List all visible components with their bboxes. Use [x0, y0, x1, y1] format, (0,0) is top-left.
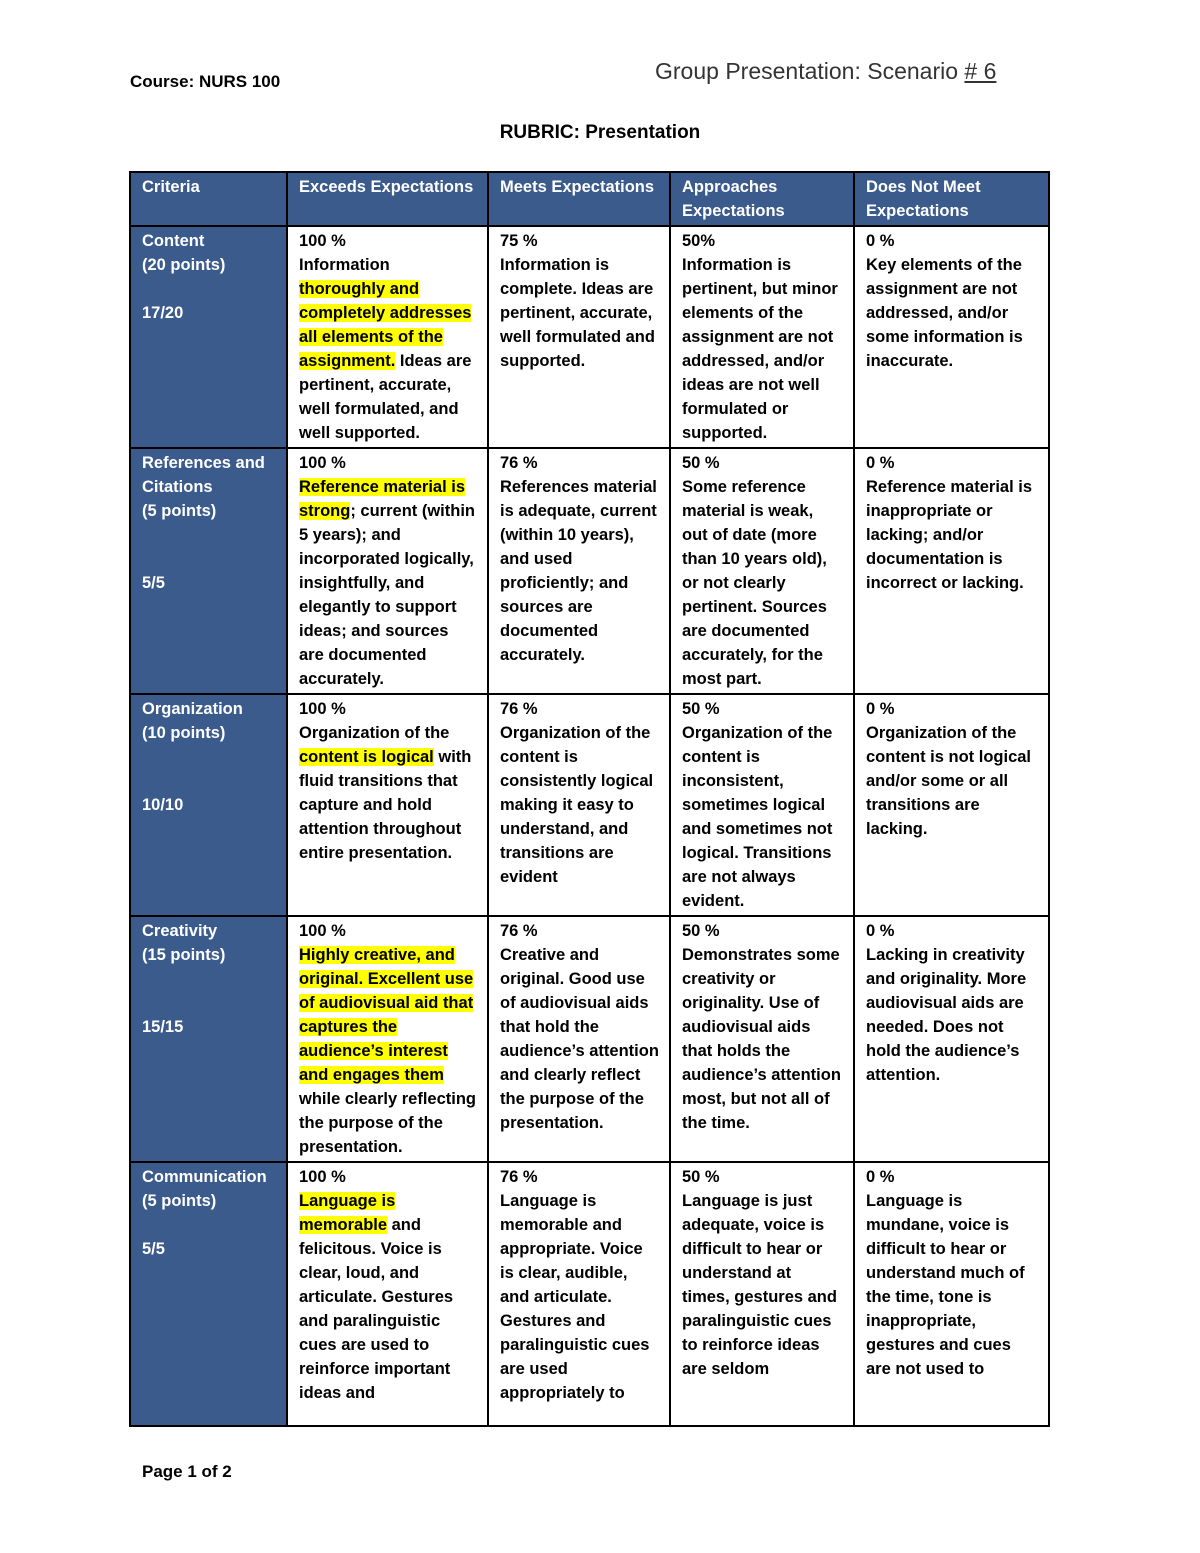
description-text: ; current (within 5 years); and incorporated logically, insightfully, and elegantly to support ideas; and sources are documented accurately. [299, 502, 476, 688]
scenario-heading [655, 58, 996, 85]
description-text: with fluid transitions that capture and hold attention throughout entire presentation. [299, 748, 472, 862]
meets-cell [488, 694, 670, 916]
does-not-meet-cell [854, 226, 1049, 448]
percentage: 50 % [682, 1168, 720, 1186]
criteria-points: (20 points) [142, 256, 226, 274]
col-header-does-not-meet: Does Not Meet Expectations [854, 172, 1049, 226]
highlighted-text: Highly creative, and original. Excellent use of audiovisual aid that captures the audience’s interest and engages them [299, 946, 474, 1084]
does-not-meet-cell [854, 1162, 1049, 1426]
percentage: 0 % [866, 454, 895, 472]
description-text: while clearly reflecting the purpose of the presentation. [299, 1090, 476, 1156]
approaches-cell [670, 694, 854, 916]
description [299, 721, 477, 865]
meets-cell [488, 1162, 670, 1426]
description [299, 943, 477, 1159]
table-row [130, 1162, 1049, 1426]
description: Language is memorable and appropriate. Voice is clear, audible, and articulate. Gestures and paralinguistic cues are used appropriately to [500, 1192, 650, 1402]
percentage: 100 % [299, 232, 346, 250]
criteria-points: (15 points) [142, 946, 226, 964]
description-text: Ideas are pertinent, accurate, well formulated, and well supported. [299, 352, 472, 442]
does-not-meet-cell [854, 916, 1049, 1162]
table-row [130, 448, 1049, 694]
does-not-meet-cell [854, 694, 1049, 916]
percentage: 76 % [500, 700, 538, 718]
criteria-score: 17/20 [142, 304, 184, 322]
percentage: 0 % [866, 700, 895, 718]
exceeds-cell [287, 916, 488, 1162]
approaches-cell [670, 226, 854, 448]
percentage: 0 % [866, 232, 895, 250]
description: Information is pertinent, but minor elements of the assignment are not addressed, and/or ideas are not well formulated or supported. [682, 256, 838, 442]
approaches-cell [670, 1162, 854, 1426]
criteria-cell [130, 226, 287, 448]
description: Organization of the content is inconsistent, sometimes logical and sometimes not logical. Transitions are not always evident. [682, 724, 833, 910]
criteria-cell [130, 694, 287, 916]
criteria-points: (10 points) [142, 724, 226, 742]
exceeds-cell [287, 226, 488, 448]
percentage: 76 % [500, 1168, 538, 1186]
percentage: 50 % [682, 922, 720, 940]
description-text: Information [299, 256, 390, 274]
exceeds-cell [287, 694, 488, 916]
criteria-name: Content [142, 232, 205, 250]
criteria-score: 5/5 [142, 1240, 165, 1258]
table-row [130, 916, 1049, 1162]
description: Organization of the content is consistently logical making it easy to understand, and transitions are evident [500, 724, 654, 886]
highlighted-text: thoroughly and completely addresses all elements of the assignment. [299, 280, 472, 370]
description: Language is just adequate, voice is difficult to hear or understand at times, gestures and paralinguistic cues to reinforce ideas are seldom [682, 1192, 837, 1378]
description: Key elements of the assignment are not addressed, and/or some information is inaccurate. [866, 256, 1023, 370]
col-header-criteria: Criteria [130, 172, 287, 226]
approaches-cell [670, 916, 854, 1162]
criteria-score: 5/5 [142, 574, 165, 592]
description: Some reference material is weak, out of date (more than 10 years old), or not clearly pertinent. Sources are documented accurately, for the most part. [682, 478, 827, 688]
percentage: 50% [682, 232, 716, 250]
scenario-number: # 6 [964, 58, 997, 84]
criteria-cell [130, 916, 287, 1162]
col-header-approaches: Approaches Expectations [670, 172, 854, 226]
description: Demonstrates some creativity or originality. Use of audiovisual aids that holds the audience’s attention most, but not all of the time. [682, 946, 841, 1132]
meets-cell [488, 448, 670, 694]
highlighted-text: Language is memorable [299, 1192, 396, 1234]
criteria-cell [130, 448, 287, 694]
percentage: 50 % [682, 454, 720, 472]
description [299, 475, 477, 691]
criteria-points: (5 points) [142, 1192, 217, 1210]
does-not-meet-cell [854, 448, 1049, 694]
percentage: 100 % [299, 700, 346, 718]
description-text: Organization of the [299, 724, 450, 742]
exceeds-cell [287, 448, 488, 694]
exceeds-cell [287, 1162, 488, 1426]
criteria-cell [130, 1162, 287, 1426]
scenario-prefix: Group Presentation: Scenario [655, 58, 965, 84]
criteria-name: Communication [142, 1168, 267, 1186]
percentage: 0 % [866, 922, 895, 940]
meets-cell [488, 226, 670, 448]
page-title: RUBRIC: Presentation [499, 122, 701, 143]
highlighted-text: content is logical [299, 748, 434, 766]
meets-cell [488, 916, 670, 1162]
description: Organization of the content is not logical and/or some or all transitions are lacking. [866, 724, 1032, 838]
col-header-meets: Meets Expectations [488, 172, 670, 226]
description [299, 253, 477, 445]
percentage: 100 % [299, 1168, 346, 1186]
percentage: 100 % [299, 922, 346, 940]
percentage: 0 % [866, 1168, 895, 1186]
description: References material is adequate, current (within 10 years), and used proficiently; and sources are documented accurately. [500, 478, 657, 664]
description: Information is complete. Ideas are pertinent, accurate, well formulated and supported. [500, 256, 655, 370]
percentage: 75 % [500, 232, 538, 250]
page-number: Page 1 of 2 [142, 1462, 232, 1481]
description [299, 1189, 477, 1405]
criteria-name: References and Citations [142, 454, 265, 496]
percentage: 50 % [682, 700, 720, 718]
description-text: and felicitous. Voice is clear, loud, and articulate. Gestures and paralinguistic cues are used to reinforce important ideas and [299, 1216, 454, 1402]
col-header-exceeds: Exceeds Expectations [287, 172, 488, 226]
approaches-cell [670, 448, 854, 694]
description: Creative and original. Good use of audiovisual aids that hold the audience’s attention and clearly reflect the purpose of the presentation. [500, 946, 659, 1132]
criteria-score: 10/10 [142, 796, 184, 814]
criteria-score: 15/15 [142, 1018, 184, 1036]
criteria-points: (5 points) [142, 502, 217, 520]
percentage: 76 % [500, 454, 538, 472]
description: Lacking in creativity and originality. More audiovisual aids are needed. Does not hold the audience’s attention. [866, 946, 1027, 1084]
description: Reference material is inappropriate or lacking; and/or documentation is incorrect or lacking. [866, 478, 1033, 592]
table-row [130, 694, 1049, 916]
highlighted-text: Reference material is strong [299, 478, 466, 520]
criteria-name: Organization [142, 700, 243, 718]
course-label: Course: NURS 100 [130, 72, 281, 91]
header-row [130, 172, 1049, 226]
percentage: 76 % [500, 922, 538, 940]
table-row [130, 226, 1049, 448]
rubric-table [129, 171, 1050, 1427]
percentage: 100 % [299, 454, 346, 472]
criteria-name: Creativity [142, 922, 218, 940]
description: Language is mundane, voice is difficult to hear or understand much of the time, tone is inappropriate, gestures and cues are not used to [866, 1192, 1025, 1378]
